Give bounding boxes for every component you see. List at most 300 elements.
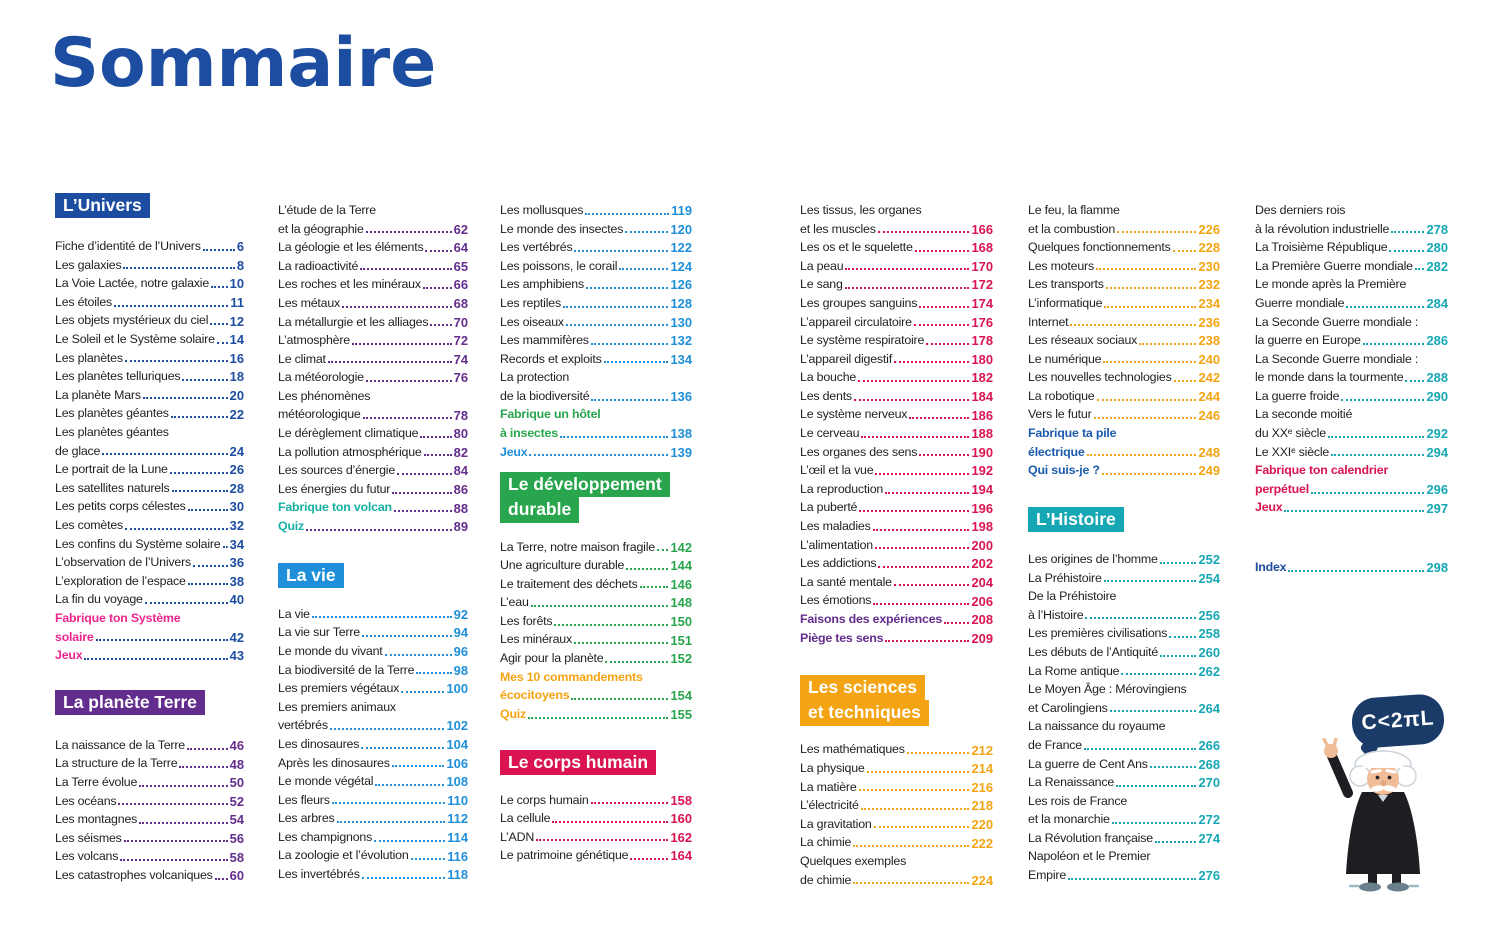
dot-leader — [1068, 878, 1196, 880]
page-number: 198 — [971, 519, 993, 535]
page-number: 294 — [1426, 444, 1448, 460]
dot-leader — [909, 417, 969, 419]
toc-entry — [800, 404, 993, 423]
toc-entry-label: Les planètes géantes — [55, 425, 169, 440]
toc-entry-label: L’eau — [500, 595, 529, 610]
toc-entry — [800, 813, 993, 832]
toc-entry — [1028, 715, 1220, 734]
dot-leader — [560, 436, 669, 438]
dot-leader — [591, 399, 668, 401]
toc-entry-label: L’appareil circulatoire — [800, 314, 912, 329]
page-number: 8 — [236, 257, 244, 273]
toc-entry — [278, 752, 468, 771]
toc-entry — [1028, 734, 1220, 753]
toc-entry — [1028, 404, 1220, 423]
page-number: 6 — [236, 239, 244, 255]
page-number: 94 — [453, 625, 468, 641]
page-number: 60 — [229, 868, 244, 884]
toc-entry — [500, 236, 692, 255]
page-number: 292 — [1426, 426, 1448, 442]
page-number: 264 — [1198, 700, 1220, 716]
dot-leader — [1085, 617, 1196, 619]
page-number: 42 — [229, 629, 244, 645]
toc-entry-label: Internet — [1028, 314, 1069, 329]
dot-leader — [362, 877, 445, 879]
body — [1346, 792, 1420, 874]
dot-leader — [1150, 766, 1197, 768]
toc-entry — [278, 273, 468, 292]
toc-entry — [800, 515, 993, 534]
nose — [1381, 780, 1386, 785]
toc-entry — [500, 536, 692, 555]
dot-leader — [139, 822, 228, 824]
toc-entry — [800, 459, 993, 478]
dot-leader — [143, 397, 228, 399]
toc-entry — [1028, 604, 1220, 623]
toc-entry — [1255, 218, 1448, 237]
toc-entry — [500, 292, 692, 311]
toc-entry — [1028, 660, 1220, 679]
dot-leader — [873, 529, 970, 531]
dot-leader — [120, 859, 227, 861]
toc-entry — [800, 552, 993, 571]
section-header-line: L’Histoire — [1028, 507, 1124, 532]
toc-item-list — [800, 199, 993, 645]
toc-entry — [800, 869, 993, 888]
toc-entry-label: Les océans — [55, 793, 117, 808]
dot-leader — [424, 454, 452, 456]
section-header — [55, 193, 244, 218]
page-number: 162 — [670, 829, 692, 845]
dot-leader — [337, 821, 446, 823]
eyebrow — [1372, 771, 1380, 772]
toc-entry — [1255, 348, 1448, 367]
dot-leader — [124, 840, 228, 842]
page-number: 142 — [670, 539, 692, 555]
page-number: 288 — [1426, 370, 1448, 386]
toc-entry — [500, 273, 692, 292]
toc-entry-label: De la Préhistoire — [1028, 589, 1117, 604]
toc-entry — [1028, 236, 1220, 255]
toc-entry-label: La naissance de la Terre — [55, 737, 185, 752]
toc-entry — [278, 478, 468, 497]
dot-leader — [118, 803, 227, 805]
page-number: 249 — [1198, 463, 1220, 479]
toc-entry — [1255, 459, 1448, 478]
toc-entry — [500, 255, 692, 274]
dot-leader — [845, 268, 969, 270]
page-number: 78 — [453, 407, 468, 423]
dot-leader — [845, 287, 970, 289]
toc-entry-label: La chimie — [800, 835, 852, 850]
toc-entry-label: Fabrique ton calendrier — [1255, 463, 1389, 478]
toc-entry-label: Napoléon et le Premier — [1028, 849, 1151, 864]
toc-entry — [800, 589, 993, 608]
toc-entry-label: Les organes des sens — [800, 444, 918, 459]
toc-item-list — [1255, 199, 1448, 515]
page-number: 297 — [1426, 500, 1448, 516]
toc-entry — [500, 311, 692, 330]
page-number: 65 — [453, 258, 468, 274]
eye — [1388, 776, 1392, 780]
hair — [1350, 766, 1370, 786]
toc-entry — [1255, 556, 1448, 575]
toc-entry-label: La planète Mars — [55, 387, 141, 402]
page-number: 224 — [971, 872, 993, 888]
toc-entry-label: météorologique — [278, 407, 361, 422]
toc-entry — [500, 807, 692, 826]
toc-entry-label: La métallurgie et les alliages — [278, 314, 429, 329]
shoe — [1359, 883, 1381, 892]
page-number: 151 — [670, 632, 692, 648]
page-number: 68 — [453, 296, 468, 312]
toc-entry-label: La Terre évolue — [55, 775, 138, 790]
dot-leader — [619, 268, 668, 270]
page-number: 24 — [229, 443, 244, 459]
dot-leader — [529, 454, 668, 456]
toc-entry-label: solaire — [55, 629, 94, 644]
page-number: 54 — [229, 812, 244, 828]
eye — [1376, 776, 1380, 780]
dot-leader — [193, 565, 228, 567]
finger — [1334, 738, 1336, 747]
dot-leader — [1405, 380, 1424, 382]
toc-entry-label: Fabrique ton volcan — [278, 500, 392, 515]
page-number: 136 — [670, 388, 692, 404]
toc-entry — [500, 684, 692, 703]
toc-entry-label: La structure de la Terre — [55, 756, 178, 771]
dot-leader — [397, 473, 452, 475]
toc-entry — [278, 422, 468, 441]
dot-leader — [853, 845, 969, 847]
dot-leader — [342, 306, 452, 308]
page-number: 252 — [1198, 552, 1220, 568]
toc-entry-label: Les maladies — [800, 519, 871, 534]
dot-leader — [878, 231, 970, 233]
toc-entry — [500, 385, 692, 404]
page-number: 226 — [1198, 221, 1220, 237]
dot-leader — [312, 616, 452, 618]
hair — [1396, 766, 1416, 786]
toc-entry — [55, 626, 244, 645]
page-number: 48 — [229, 756, 244, 772]
toc-entry — [500, 366, 692, 385]
toc-item-list — [278, 199, 468, 534]
toc-entry — [1028, 292, 1220, 311]
dot-leader — [139, 785, 227, 787]
page-number: 56 — [229, 830, 244, 846]
toc-entry-label: La Seconde Guerre mondiale : — [1255, 351, 1419, 366]
page-number: 280 — [1426, 240, 1448, 256]
scientist-illustration — [1308, 738, 1448, 893]
dot-leader — [123, 267, 234, 269]
dot-leader — [873, 603, 969, 605]
page-number: 152 — [670, 651, 692, 667]
toc-entry — [278, 404, 468, 423]
page-number: 88 — [453, 500, 468, 516]
toc-entry — [55, 734, 244, 753]
toc-entry — [278, 311, 468, 330]
page-number: 248 — [1198, 444, 1220, 460]
toc-column-4 — [800, 190, 993, 887]
dot-leader — [907, 752, 970, 754]
dot-leader — [366, 231, 452, 233]
toc-entry-label: Les sources d’énergie — [278, 463, 396, 478]
toc-entry — [55, 402, 244, 421]
page-number: 220 — [971, 816, 993, 832]
page-number: 290 — [1426, 388, 1448, 404]
toc-entry-label: et Carolingiens — [1028, 700, 1108, 715]
dot-leader — [919, 306, 969, 308]
dot-leader — [915, 250, 970, 252]
toc-entry-label: La Renaissance — [1028, 775, 1115, 790]
page-number: 154 — [670, 688, 692, 704]
page-number: 134 — [670, 351, 692, 367]
page-number: 52 — [229, 793, 244, 809]
toc-entry-label: La matière — [800, 779, 857, 794]
page-number: 148 — [670, 595, 692, 611]
page-number: 76 — [453, 370, 468, 386]
dot-leader — [536, 839, 668, 841]
toc-entry — [500, 329, 692, 348]
dot-leader — [605, 661, 668, 663]
page-number: 100 — [446, 681, 468, 697]
page-number: 66 — [453, 277, 468, 293]
toc-entry — [800, 571, 993, 590]
toc-entry — [1255, 422, 1448, 441]
formula-text: C<2πL — [1360, 706, 1436, 735]
page-number: 178 — [971, 333, 993, 349]
dot-leader — [1173, 250, 1197, 252]
toc-column-2 — [278, 190, 468, 882]
toc-entry-label: Après les dinosaures — [278, 755, 390, 770]
dot-leader — [332, 802, 445, 804]
toc-entry-label: Les vertébrés — [500, 240, 573, 255]
page-number: 274 — [1198, 830, 1220, 846]
toc-entry-label: Quelques exemples — [800, 854, 907, 869]
toc-entry — [55, 790, 244, 809]
section-header-line: L’Univers — [55, 193, 150, 218]
toc-entry — [278, 733, 468, 752]
page-number: 284 — [1426, 296, 1448, 312]
dot-leader — [401, 691, 444, 693]
toc-entry-label: La géologie et les éléments — [278, 240, 424, 255]
toc-entry — [55, 235, 244, 254]
toc-entry-label: Les dinosaures — [278, 736, 360, 751]
toc-entry-label: Les comètes — [55, 517, 124, 532]
toc-entry — [278, 366, 468, 385]
dot-leader — [420, 436, 451, 438]
toc-entry — [1255, 497, 1448, 516]
page-number: 139 — [670, 444, 692, 460]
page-number: 122 — [670, 240, 692, 256]
toc-entry — [1255, 255, 1448, 274]
section-header-line: durable — [500, 497, 579, 522]
section-header — [500, 750, 692, 775]
toc-entry — [800, 311, 993, 330]
toc-entry — [55, 514, 244, 533]
toc-entry — [55, 440, 244, 459]
toc-entry-label: La gravitation — [800, 816, 872, 831]
page-number: 12 — [229, 313, 244, 329]
toc-entry-label: Le Soleil et le Système solaire — [55, 332, 215, 347]
dot-leader — [416, 672, 451, 674]
page-number: 120 — [670, 221, 692, 237]
dot-leader — [1139, 343, 1196, 345]
toc-entry-label: Empire — [1028, 868, 1067, 883]
toc-entry-label: La peau — [800, 258, 844, 273]
dot-leader — [1106, 287, 1197, 289]
page-number: 212 — [971, 742, 993, 758]
toc-entry — [500, 666, 692, 685]
toc-entry-label: L’appareil digestif — [800, 351, 892, 366]
dot-leader — [145, 602, 228, 604]
toc-entry — [1028, 348, 1220, 367]
toc-entry-label: Le monde du vivant — [278, 643, 383, 658]
page-number: 196 — [971, 500, 993, 516]
toc-entry — [1028, 311, 1220, 330]
toc-entry-label: La protection — [500, 370, 570, 385]
page-number: 194 — [971, 481, 993, 497]
toc-entry-label: le monde dans la tourmente — [1255, 370, 1404, 385]
toc-entry-label: Le numérique — [1028, 351, 1102, 366]
page-number: 298 — [1426, 560, 1448, 576]
page-number: 86 — [453, 481, 468, 497]
toc-entry-label: Les invertébrés — [278, 867, 360, 882]
dot-leader — [1121, 673, 1196, 675]
toc-entry-label: Les nouvelles technologies — [1028, 370, 1172, 385]
toc-entry-label: Le monde végétal — [278, 774, 374, 789]
toc-entry-label: L’atmosphère — [278, 333, 350, 348]
toc-entry-label: Les planètes telluriques — [55, 369, 181, 384]
page-number: 138 — [670, 426, 692, 442]
toc-entry-label: Quiz — [278, 519, 305, 534]
page-number: 234 — [1198, 296, 1220, 312]
dot-leader — [853, 882, 969, 884]
toc-entry — [55, 864, 244, 883]
page-number: 240 — [1198, 351, 1220, 367]
toc-entry-label: Les satellites naturels — [55, 480, 170, 495]
page-number: 276 — [1198, 868, 1220, 884]
toc-entry-label: La météorologie — [278, 370, 364, 385]
toc-entry — [1028, 567, 1220, 586]
dot-leader — [585, 213, 669, 215]
toc-entry-label: Les arbres — [278, 811, 335, 826]
toc-entry — [55, 808, 244, 827]
toc-entry-label: Les rois de France — [1028, 793, 1128, 808]
toc-entry-label: Jeux — [55, 648, 83, 663]
toc-entry-label: Les premiers animaux — [278, 699, 396, 714]
toc-entry — [1028, 218, 1220, 237]
page-number: 216 — [971, 779, 993, 795]
dot-leader — [1389, 250, 1424, 252]
page-number: 28 — [229, 480, 244, 496]
toc-entry — [278, 677, 468, 696]
toc-entry — [1255, 385, 1448, 404]
toc-entry — [55, 771, 244, 790]
toc-entry-label: L’exploration de l’espace — [55, 573, 186, 588]
section-header — [278, 563, 468, 588]
toc-entry-label: La Seconde Guerre mondiale : — [1255, 314, 1419, 329]
dot-leader — [1104, 306, 1196, 308]
dot-leader — [1311, 492, 1425, 494]
dot-leader — [926, 343, 969, 345]
toc-item-list — [500, 536, 692, 722]
dot-leader — [385, 654, 452, 656]
toc-entry — [500, 591, 692, 610]
dot-leader — [566, 324, 669, 326]
toc-entry — [500, 629, 692, 648]
toc-entry — [278, 515, 468, 534]
toc-entry-label: La puberté — [800, 500, 858, 515]
toc-entry-label: Les roches et les minéraux — [278, 277, 421, 292]
toc-entry-label: Records et exploits — [500, 351, 602, 366]
toc-entry-label: Les transports — [1028, 277, 1104, 292]
toc-entry-label: La Rome antique — [1028, 663, 1120, 678]
dot-leader — [188, 509, 228, 511]
toc-entry — [55, 458, 244, 477]
toc-item-list — [500, 789, 692, 863]
shoe — [1387, 883, 1409, 892]
toc-entry — [1028, 273, 1220, 292]
toc-entry — [55, 291, 244, 310]
dot-leader — [875, 473, 969, 475]
toc-entry-label: Les forêts — [500, 613, 553, 628]
page-number: 170 — [971, 258, 993, 274]
toc-entry — [55, 570, 244, 589]
page-number: 238 — [1198, 333, 1220, 349]
toc-entry — [278, 789, 468, 808]
dot-leader — [591, 343, 669, 345]
dot-leader — [375, 784, 444, 786]
page-number: 268 — [1198, 756, 1220, 772]
page-number: 236 — [1198, 314, 1220, 330]
toc-entry-label: et la géographie — [278, 221, 364, 236]
toc-entry — [1255, 366, 1448, 385]
page-number: 114 — [447, 829, 468, 845]
toc-entry-label: L’étude de la Terre — [278, 202, 376, 217]
page-title: Sommaire — [50, 24, 437, 103]
dot-leader — [1341, 399, 1424, 401]
toc-entry — [278, 714, 468, 733]
page-number: 168 — [971, 240, 993, 256]
toc-entry — [1028, 790, 1220, 809]
toc-entry-label: Les réseaux sociaux — [1028, 333, 1138, 348]
toc-entry — [1028, 622, 1220, 641]
toc-entry-label: La bouche — [800, 370, 857, 385]
toc-entry-label: Qui suis-je ? — [1028, 463, 1100, 478]
toc-entry-label: Des derniers rois — [1255, 202, 1346, 217]
toc-entry — [500, 218, 692, 237]
page-number: 106 — [446, 755, 468, 771]
toc-entry — [1028, 385, 1220, 404]
toc-entry — [55, 827, 244, 846]
toc-entry — [1028, 678, 1220, 697]
toc-entry — [278, 826, 468, 845]
page-number: 186 — [971, 407, 993, 423]
toc-entry — [800, 831, 993, 850]
page-number: 72 — [453, 333, 468, 349]
toc-entry-label: Les mollusques — [500, 202, 584, 217]
toc-entry-label: Jeux — [500, 444, 528, 459]
toc-entry — [800, 608, 993, 627]
toc-entry — [800, 422, 993, 441]
page-number: 232 — [1198, 277, 1220, 293]
toc-entry-label: Les reptiles — [500, 295, 561, 310]
page-number: 108 — [446, 774, 468, 790]
toc-entry-label: Les objets mystérieux du ciel — [55, 313, 209, 328]
dot-leader — [361, 747, 444, 749]
